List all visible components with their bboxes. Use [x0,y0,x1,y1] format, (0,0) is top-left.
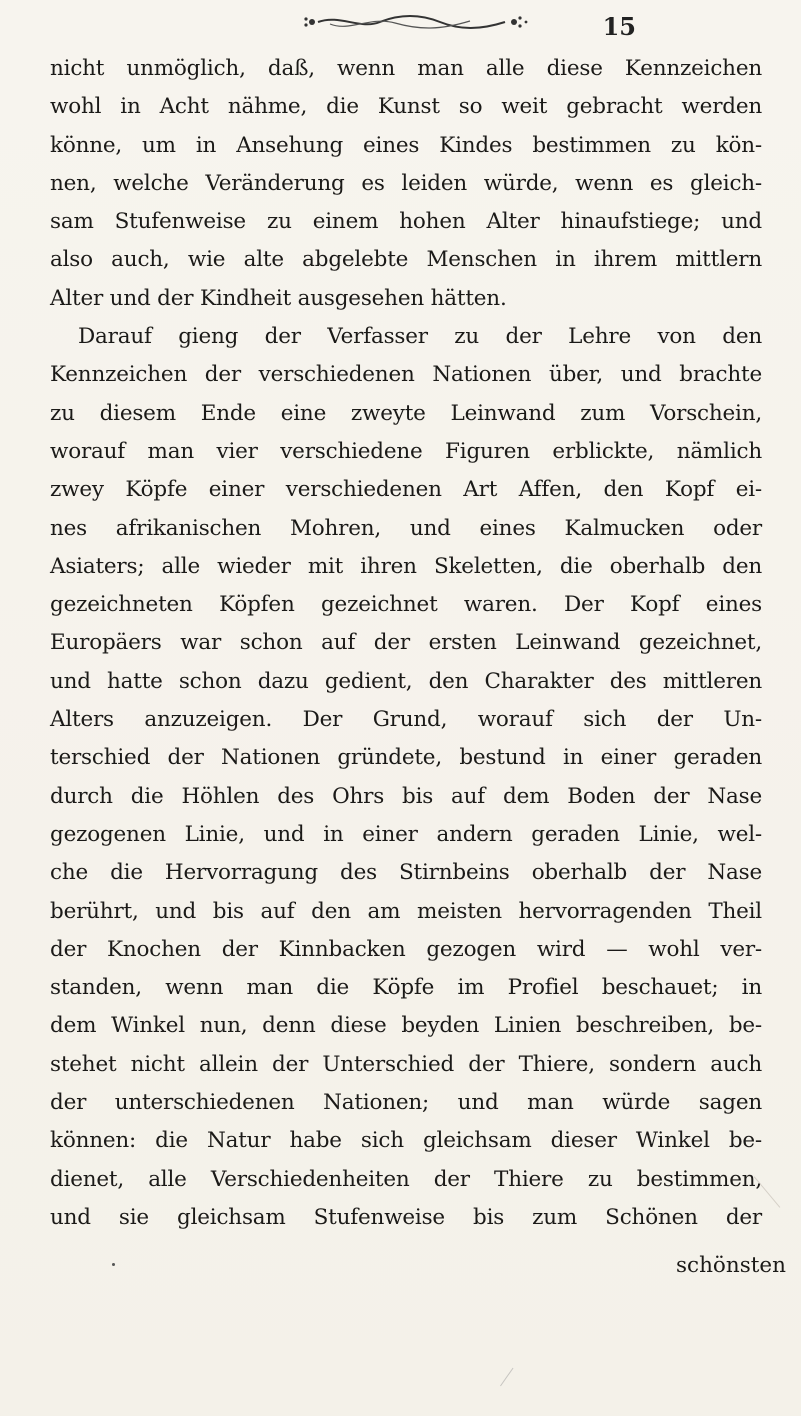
text-line: dienet, alle Verschiedenheiten der Thiere zu bestimmen, [50,1166,762,1192]
text-line: können: die Natur habe sich gleichsam dieser Winkel be- [50,1128,762,1154]
text-line: dem Winkel nun, denn diese beyden Linien beschreiben, be- [50,1013,762,1039]
text-line: der Knochen der Kinnbacken gezogen wird — wohl ver- [50,936,762,962]
text-line: worauf man vier verschiedene Figuren erblickte, nämlich [50,438,762,464]
ornament-divider-icon [300,10,530,34]
text-line: Alter und der Kindheit ausgesehen hätten. [50,285,507,311]
text-line: wohl in Acht nähme, die Kunst so weit gebracht werden [50,94,762,120]
text-line: und hatte schon dazu gedient, den Charakter des mittleren [50,668,762,694]
body-text [50,50,762,1237]
text-line: sam Stufenweise zu einem hohen Alter hinaufstiege; und [50,209,762,235]
text-line: also auch, wie alte abgelebte Menschen in ihrem mittlern [50,247,762,273]
text-line: zu diesem Ende eine zweyte Leinwand zum Vorschein, [50,400,762,426]
text-line: Kennzeichen der verschiedenen Nationen über, und brachte [50,362,762,388]
page-number: 15 [602,12,636,41]
text-line: durch die Höhlen des Ohrs bis auf dem Boden der Nase [50,783,762,809]
text-line: Darauf gieng der Verfasser zu der Lehre von den [78,324,762,350]
text-line: Asiaters; alle wieder mit ihren Skeletten, die oberhalb den [50,553,762,579]
text-line: standen, wenn man die Köpfe im Profiel beschauet; in [50,975,762,1001]
text-line: gezogenen Linie, und in einer andern geraden Linie, wel- [50,821,762,847]
catchword: schönsten [676,1253,786,1278]
text-line: berührt, und bis auf den am meisten hervorragenden Theil [50,898,762,924]
page-header [0,8,801,48]
pencil-mark [500,1368,525,1395]
text-line: Europäers war schon auf der ersten Leinwand gezeichnet, [50,630,762,656]
text-line: gezeichneten Köpfen gezeichnet waren. Der Kopf eines [50,592,762,618]
ink-speck [112,1263,115,1266]
text-line: nes afrikanischen Mohren, und eines Kalmucken oder [50,515,762,541]
text-line: nicht unmöglich, daß, wenn man alle diese Kennzeichen [50,56,762,81]
text-line: che die Hervorragung des Stirnbeins oberhalb der Nase [50,860,762,886]
text-line: könne, um in Ansehung eines Kindes bestimmen zu kön- [50,132,762,158]
text-line: Alters anzuzeigen. Der Grund, worauf sich der Un- [50,707,762,733]
text-line: der unterschiedenen Nationen; und man würde sagen [50,1090,762,1116]
text-line: nen, welche Veränderung es leiden würde, wenn es gleich- [50,170,762,196]
text-line: zwey Köpfe einer verschiedenen Art Affen, den Kopf ei- [50,477,762,503]
text-line: stehet nicht allein der Unterschied der Thiere, sondern auch [50,1051,762,1077]
text-line: und sie gleichsam Stufenweise bis zum Schönen der [50,1204,762,1230]
text-line: terschied der Nationen gründete, bestund in einer geraden [50,745,762,771]
